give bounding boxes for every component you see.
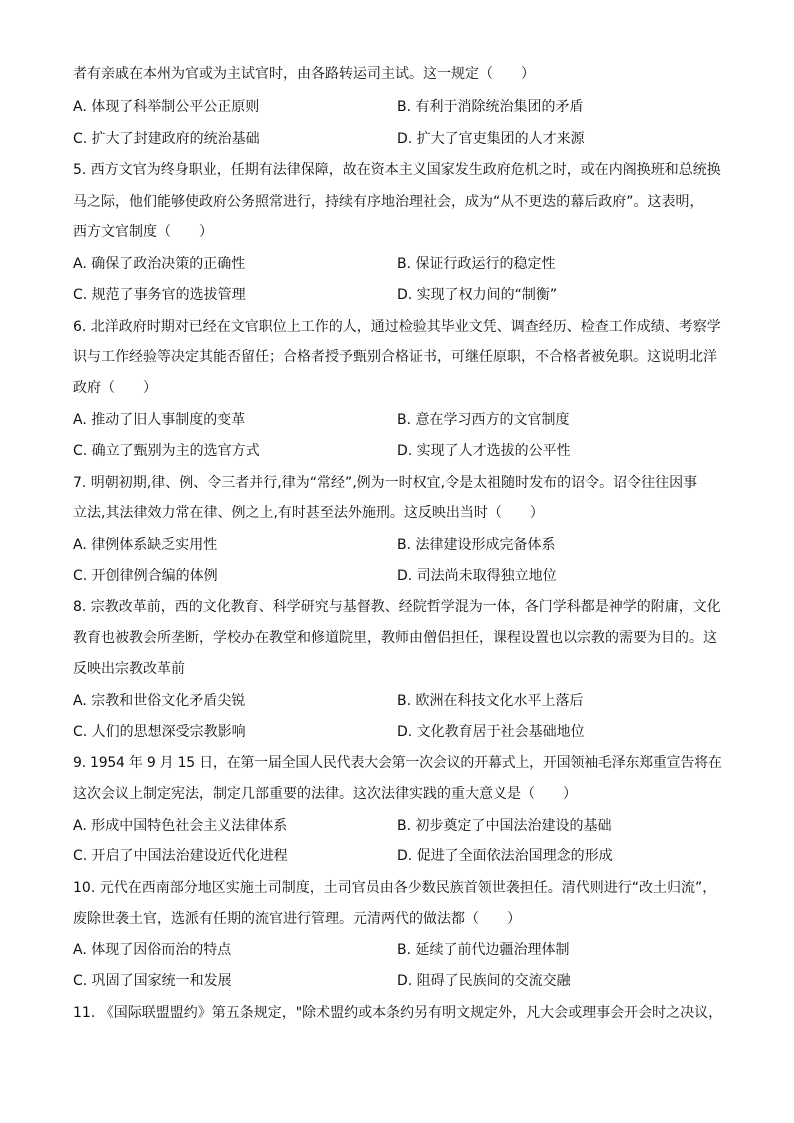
q10-option-d[interactable]: D. 阻碍了民族间的交流交融 — [397, 973, 571, 989]
q10-option-c[interactable]: C. 巩固了国家统一和发展 — [73, 973, 232, 989]
question-5-stem-line-2: 马之际，他们能够使政府公务照常进行，持续有序地治理社会，成为“从不更迭的幕后政府”。这表明， — [73, 194, 704, 210]
q4-option-a[interactable]: A. 体现了科举制公平公正原则 — [73, 99, 260, 115]
q9-option-c[interactable]: C. 开启了中国法治建设近代化进程 — [73, 848, 288, 864]
question-5-stem-line-1: 5. 西方文官为终身职业，任期有法律保障，故在资本主义国家发生政府危机之时，或在内阁换班和总统换 — [73, 162, 721, 178]
q5-option-b[interactable]: B. 保证行政运行的稳定性 — [397, 256, 556, 272]
question-6-stem-line-1: 6. 北洋政府时期对已经在文官职位上工作的人，通过检验其毕业文凭、调查经历、检查工作成绩、考察学 — [73, 319, 721, 335]
q10-option-a[interactable]: A. 体现了因俗而治的特点 — [73, 942, 232, 958]
q5-option-d[interactable]: D. 实现了权力间的“制衡” — [397, 287, 558, 303]
question-7-stem-line-2: 立法,其法律效力常在律、例之上,有时甚至法外施刑。这反映出当时（ ） — [73, 505, 544, 521]
q5-option-c[interactable]: C. 规范了事务官的选拔管理 — [73, 287, 246, 303]
q6-option-b[interactable]: B. 意在学习西方的文官制度 — [397, 412, 570, 428]
question-10-stem-line-2: 废除世袭土官，选派有任期的流官进行管理。元清两代的做法都（ ） — [73, 911, 521, 927]
question-5-stem-line-3: 西方文官制度（ ） — [73, 224, 213, 240]
question-6-stem-line-3: 政府（ ） — [73, 380, 157, 396]
question-8-stem-line-2: 教育也被教会所垄断，学校办在教堂和修道院里，教师由僧侣担任，课程设置也以宗教的需要为目的。这 — [73, 630, 717, 646]
q4-option-b[interactable]: B. 有利于消除统治集团的矛盾 — [397, 99, 584, 115]
question-6-stem-line-2: 识与工作经验等决定其能否留任；合格者授予甄别合格证书，可继任原职，不合格者被免职。这说明北洋 — [73, 349, 717, 365]
question-8-stem-line-1: 8. 宗教改革前，西的文化教育、科学研究与基督教、经院哲学混为一体，各门学科都是神学的附庸，文化 — [73, 599, 721, 615]
q6-option-c[interactable]: C. 确立了甄别为主的选官方式 — [73, 443, 260, 459]
question-4-stem-line: 者有亲戚在本州为官或为主试官时，由各路转运司主试。这一规定（ ） — [73, 66, 535, 82]
q6-option-a[interactable]: A. 推动了旧人事制度的变革 — [73, 412, 246, 428]
q4-option-c[interactable]: C. 扩大了封建政府的统治基础 — [73, 131, 260, 147]
question-11-stem-line-1: 11. 《国际联盟盟约》第五条规定，"除术盟约或本条约另有明文规定外，凡大会或理事会开会时之决议， — [73, 1005, 723, 1021]
q9-option-a[interactable]: A. 形成中国特色社会主义法律体系 — [73, 818, 288, 834]
q7-option-b[interactable]: B. 法律建设形成完备体系 — [397, 537, 556, 553]
q7-option-c[interactable]: C. 开创律例合编的体例 — [73, 568, 218, 584]
q8-option-c[interactable]: C. 人们的思想深受宗教影响 — [73, 724, 246, 740]
q8-option-a[interactable]: A. 宗教和世俗文化矛盾尖锐 — [73, 693, 246, 709]
q7-option-a[interactable]: A. 律例体系缺乏实用性 — [73, 537, 218, 553]
q6-option-d[interactable]: D. 实现了人才选拔的公平性 — [397, 443, 571, 459]
q9-option-b[interactable]: B. 初步奠定了中国法治建设的基础 — [397, 818, 612, 834]
q9-option-d[interactable]: D. 促进了全面依法治国理念的形成 — [397, 848, 613, 864]
q10-option-b[interactable]: B. 延续了前代边疆治理体制 — [397, 942, 570, 958]
question-8-stem-line-3: 反映出宗教改革前 — [73, 661, 185, 677]
question-9-stem-line-2: 这次会议上制定宪法，制定几部重要的法律。这次法律实践的重大意义是（ ） — [73, 786, 577, 802]
question-7-stem-line-1: 7. 明朝初期,律、例、令三者并行,律为“常经”,例为一时权宜,令是太祖随时发布的诏令。诏令往往因事 — [73, 475, 698, 491]
q8-option-b[interactable]: B. 欧洲在科技文化水平上落后 — [397, 693, 584, 709]
q8-option-d[interactable]: D. 文化教育居于社会基础地位 — [397, 724, 585, 740]
q5-option-a[interactable]: A. 确保了政治决策的正确性 — [73, 256, 246, 272]
q4-option-d[interactable]: D. 扩大了官吏集团的人才来源 — [397, 131, 585, 147]
q7-option-d[interactable]: D. 司法尚未取得独立地位 — [397, 568, 557, 584]
question-9-stem-line-1: 9. 1954 年 9 月 15 日，在第一届全国人民代表大会第一次会议的开幕式上，开国领袖毛泽东郑重宣告将在 — [73, 755, 722, 771]
question-10-stem-line-1: 10. 元代在西南部分地区实施土司制度，土司官员由各少数民族首领世袭担任。清代则进行“改土归流”， — [73, 880, 717, 896]
